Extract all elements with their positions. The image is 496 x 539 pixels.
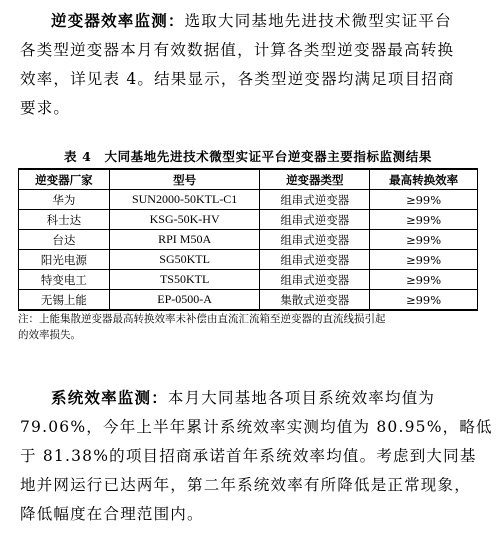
cell-efficiency: ≥99% xyxy=(370,290,478,311)
cell-model: EP-0500-A xyxy=(109,290,260,311)
paragraph-line xyxy=(20,6,480,36)
cell-manufacturer: 阳光电源 xyxy=(19,250,110,270)
cell-efficiency: ≥99% xyxy=(370,230,478,250)
footnote-line: 注：上能集散逆变器最高转换效率未补偿由直流汇流箱至逆变器的直流线损引起 xyxy=(18,313,386,325)
paragraph-line: 各类型逆变器本月有效数据值，计算各类型逆变器最高转换 xyxy=(20,41,455,59)
paragraph-line xyxy=(20,383,480,413)
cell-model: TS50KTL xyxy=(109,270,260,290)
column-header-manufacturer: 逆变器厂家 xyxy=(19,169,110,190)
paragraph-text: 本月大同基地各项目系统效率均值为 xyxy=(167,389,436,407)
cell-manufacturer: 华为 xyxy=(19,190,110,210)
table-row xyxy=(19,190,478,210)
footnote-line: 的效率损失。 xyxy=(18,329,81,341)
paragraph-line: 降低幅度在合理范围内。 xyxy=(20,505,204,523)
cell-model: KSG-50K-HV xyxy=(109,210,260,230)
cell-manufacturer: 无锡上能 xyxy=(19,290,110,311)
column-header-type: 逆变器类型 xyxy=(260,169,370,190)
paragraph-text: 选取大同基地先进技术微型实证平台 xyxy=(184,12,452,30)
table-footnote xyxy=(18,311,480,343)
table-row xyxy=(19,290,478,311)
cell-model: SUN2000-50KTL-C1 xyxy=(109,190,260,210)
table-header-row xyxy=(19,169,478,190)
paragraph-line: 效率，详见表 4。结果显示，各类型逆变器均满足项目招商 xyxy=(20,70,455,88)
cell-type: 组串式逆变器 xyxy=(260,190,370,210)
inverter-efficiency-heading: 逆变器效率监测： xyxy=(51,11,185,30)
cell-model: SG50KTL xyxy=(109,250,260,270)
system-efficiency-heading: 系统效率监测： xyxy=(51,388,168,407)
table-row xyxy=(19,210,478,230)
system-efficiency-paragraph xyxy=(20,383,493,529)
cell-manufacturer: 特变电工 xyxy=(19,270,110,290)
cell-manufacturer: 台达 xyxy=(19,230,110,250)
cell-efficiency: ≥99% xyxy=(370,250,478,270)
paragraph-line: 地并网运行已达两年，第二年系统效率有所降低是正常现象， xyxy=(20,476,471,494)
cell-type: 集散式逆变器 xyxy=(260,290,370,311)
table-row xyxy=(19,230,478,250)
cell-type: 组串式逆变器 xyxy=(260,230,370,250)
table-row xyxy=(19,250,478,270)
cell-efficiency: ≥99% xyxy=(370,210,478,230)
cell-type: 组串式逆变器 xyxy=(260,250,370,270)
cell-efficiency: ≥99% xyxy=(370,190,478,210)
table-row xyxy=(19,270,478,290)
cell-type: 组串式逆变器 xyxy=(260,270,370,290)
cell-model: RPI M50A xyxy=(109,230,260,250)
paragraph-line: 于 81.38%的项目招商承诺首年系统效率均值。考虑到大同基 xyxy=(20,447,477,465)
column-header-max-efficiency: 最高转换效率 xyxy=(370,169,478,190)
cell-efficiency: ≥99% xyxy=(370,270,478,290)
column-header-model: 型号 xyxy=(109,169,260,190)
cell-manufacturer: 科士达 xyxy=(19,210,110,230)
cell-type: 组串式逆变器 xyxy=(260,210,370,230)
paragraph-line: 79.06%，今年上半年累计系统效率实测均值为 80.95%，略低 xyxy=(20,418,493,436)
paragraph-line: 要求。 xyxy=(20,99,71,117)
table-caption: 表 4 大同基地先进技术微型实证平台逆变器主要指标监测结果 xyxy=(64,149,432,164)
inverter-efficiency-paragraph xyxy=(20,6,480,123)
inverter-results-table xyxy=(18,168,478,311)
